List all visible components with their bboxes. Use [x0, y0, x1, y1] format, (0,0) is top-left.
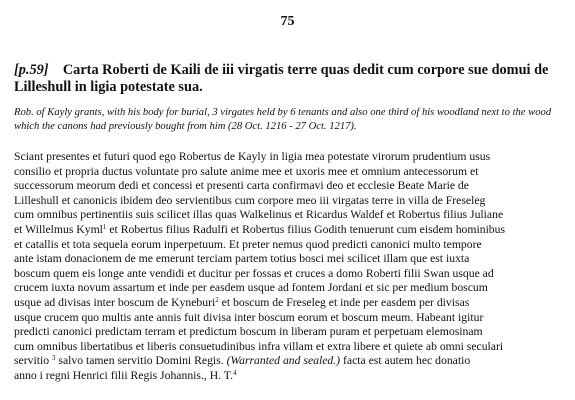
text-segment: facta est autem hec donatio: [340, 354, 471, 368]
text-line: et catallis et tota sequela eorum inperpetuum. Et preter nemus quod predicti canonici multo tempore: [14, 237, 482, 251]
footnote-marker: 4: [233, 368, 237, 377]
text-segment: servitio: [14, 354, 52, 368]
text-line: [14, 369, 569, 384]
text-segment: salvo tamen servitio Domini Regis.: [55, 354, 227, 368]
text-line: crucem iuxta novum assartum et inde per easdem usque ad fontem Jordani et sic per medium boscum: [14, 281, 488, 295]
charter-title: Carta Roberti de Kaili de iii virgatis terre quas dedit cum corpore sue domui de Lilleshull in ligia potestate sua.: [14, 62, 549, 95]
text-line: Sciant presentes et futuri quod ego Robertus de Kayly in ligia mea potestate virorum prudentium usus: [14, 150, 491, 163]
text-line: cum omnibus libertatibus et liberis consuetudinibus infra villam et extra libere et quiete ab omni seculari: [14, 339, 504, 353]
charter-heading: [14, 62, 570, 96]
page-reference: [p.59]: [14, 62, 49, 78]
text-line: usque crucem quo multis ante annis fuit divisa inter boscum eorum et boscum meum. Habeant igitur: [14, 310, 484, 324]
text-line: ante istam donacionem de me emerunt terciam partem totius bosci mei scilicet illam que est iuxta: [14, 252, 470, 266]
text-line: Lilleshull et canonicis ibidem deo servientibus cum corpore meo iii virgatas terre in villa de Freseleg: [14, 193, 486, 207]
text-segment: usque ad divisas inter boscum de Kyneburi: [14, 295, 216, 309]
footnote-marker: 2: [215, 295, 219, 304]
footnote-marker: 1: [102, 222, 107, 231]
text-segment: et Robertus filius Radulfi et Robertus filius Godith tenuerunt cum eisdem hominibus: [106, 222, 506, 236]
text-line: [14, 354, 569, 369]
text-segment: et Willelmus Kyml: [14, 222, 103, 236]
text-line: cum omnibus pertinentiis suis scilicet illas quas Walkelinus et Ricardus Waldef et Robertus filius Juliane: [14, 208, 504, 222]
footnote-marker: 3: [51, 354, 56, 363]
warranty-note: (Warranted and sealed.): [226, 354, 341, 368]
text-line: boscum quem eis longe ante vendidi et ducitur per fossas et cruces a domo Roberti filii Swan usque ad: [14, 266, 494, 280]
heading-spacer: [52, 62, 59, 78]
text-line: [14, 223, 569, 238]
page-number: 75: [280, 14, 295, 29]
text-segment: et boscum de Freseleg et inde per easdem per divisas: [218, 295, 470, 309]
text-line: successorum meorum dedi et concessi et presenti carta confirmavi deo et ecclesie Beate Marie de: [14, 179, 469, 193]
text-segment: anno i regni Henrici filii Regis Johannis., H. T.: [14, 368, 233, 382]
text-line: predicti canonici predictam terram et predictum boscum in liberam puram et perpetuam elemosinam: [14, 325, 483, 339]
text-line: [14, 296, 569, 311]
text-line: consilio et propria ductus voluntate pro salute anime mee et uxoris mee et omnium antecessorum et: [14, 164, 479, 178]
charter-text: [14, 150, 569, 384]
english-summary: Rob. of Kayly grants, with his body for burial, 3 virgates held by 6 tenants and also one third of his woodland next to the wood which the canons had previously bought from him (28 Oct. 1216 - 27 Oct. 1217).: [14, 107, 552, 132]
